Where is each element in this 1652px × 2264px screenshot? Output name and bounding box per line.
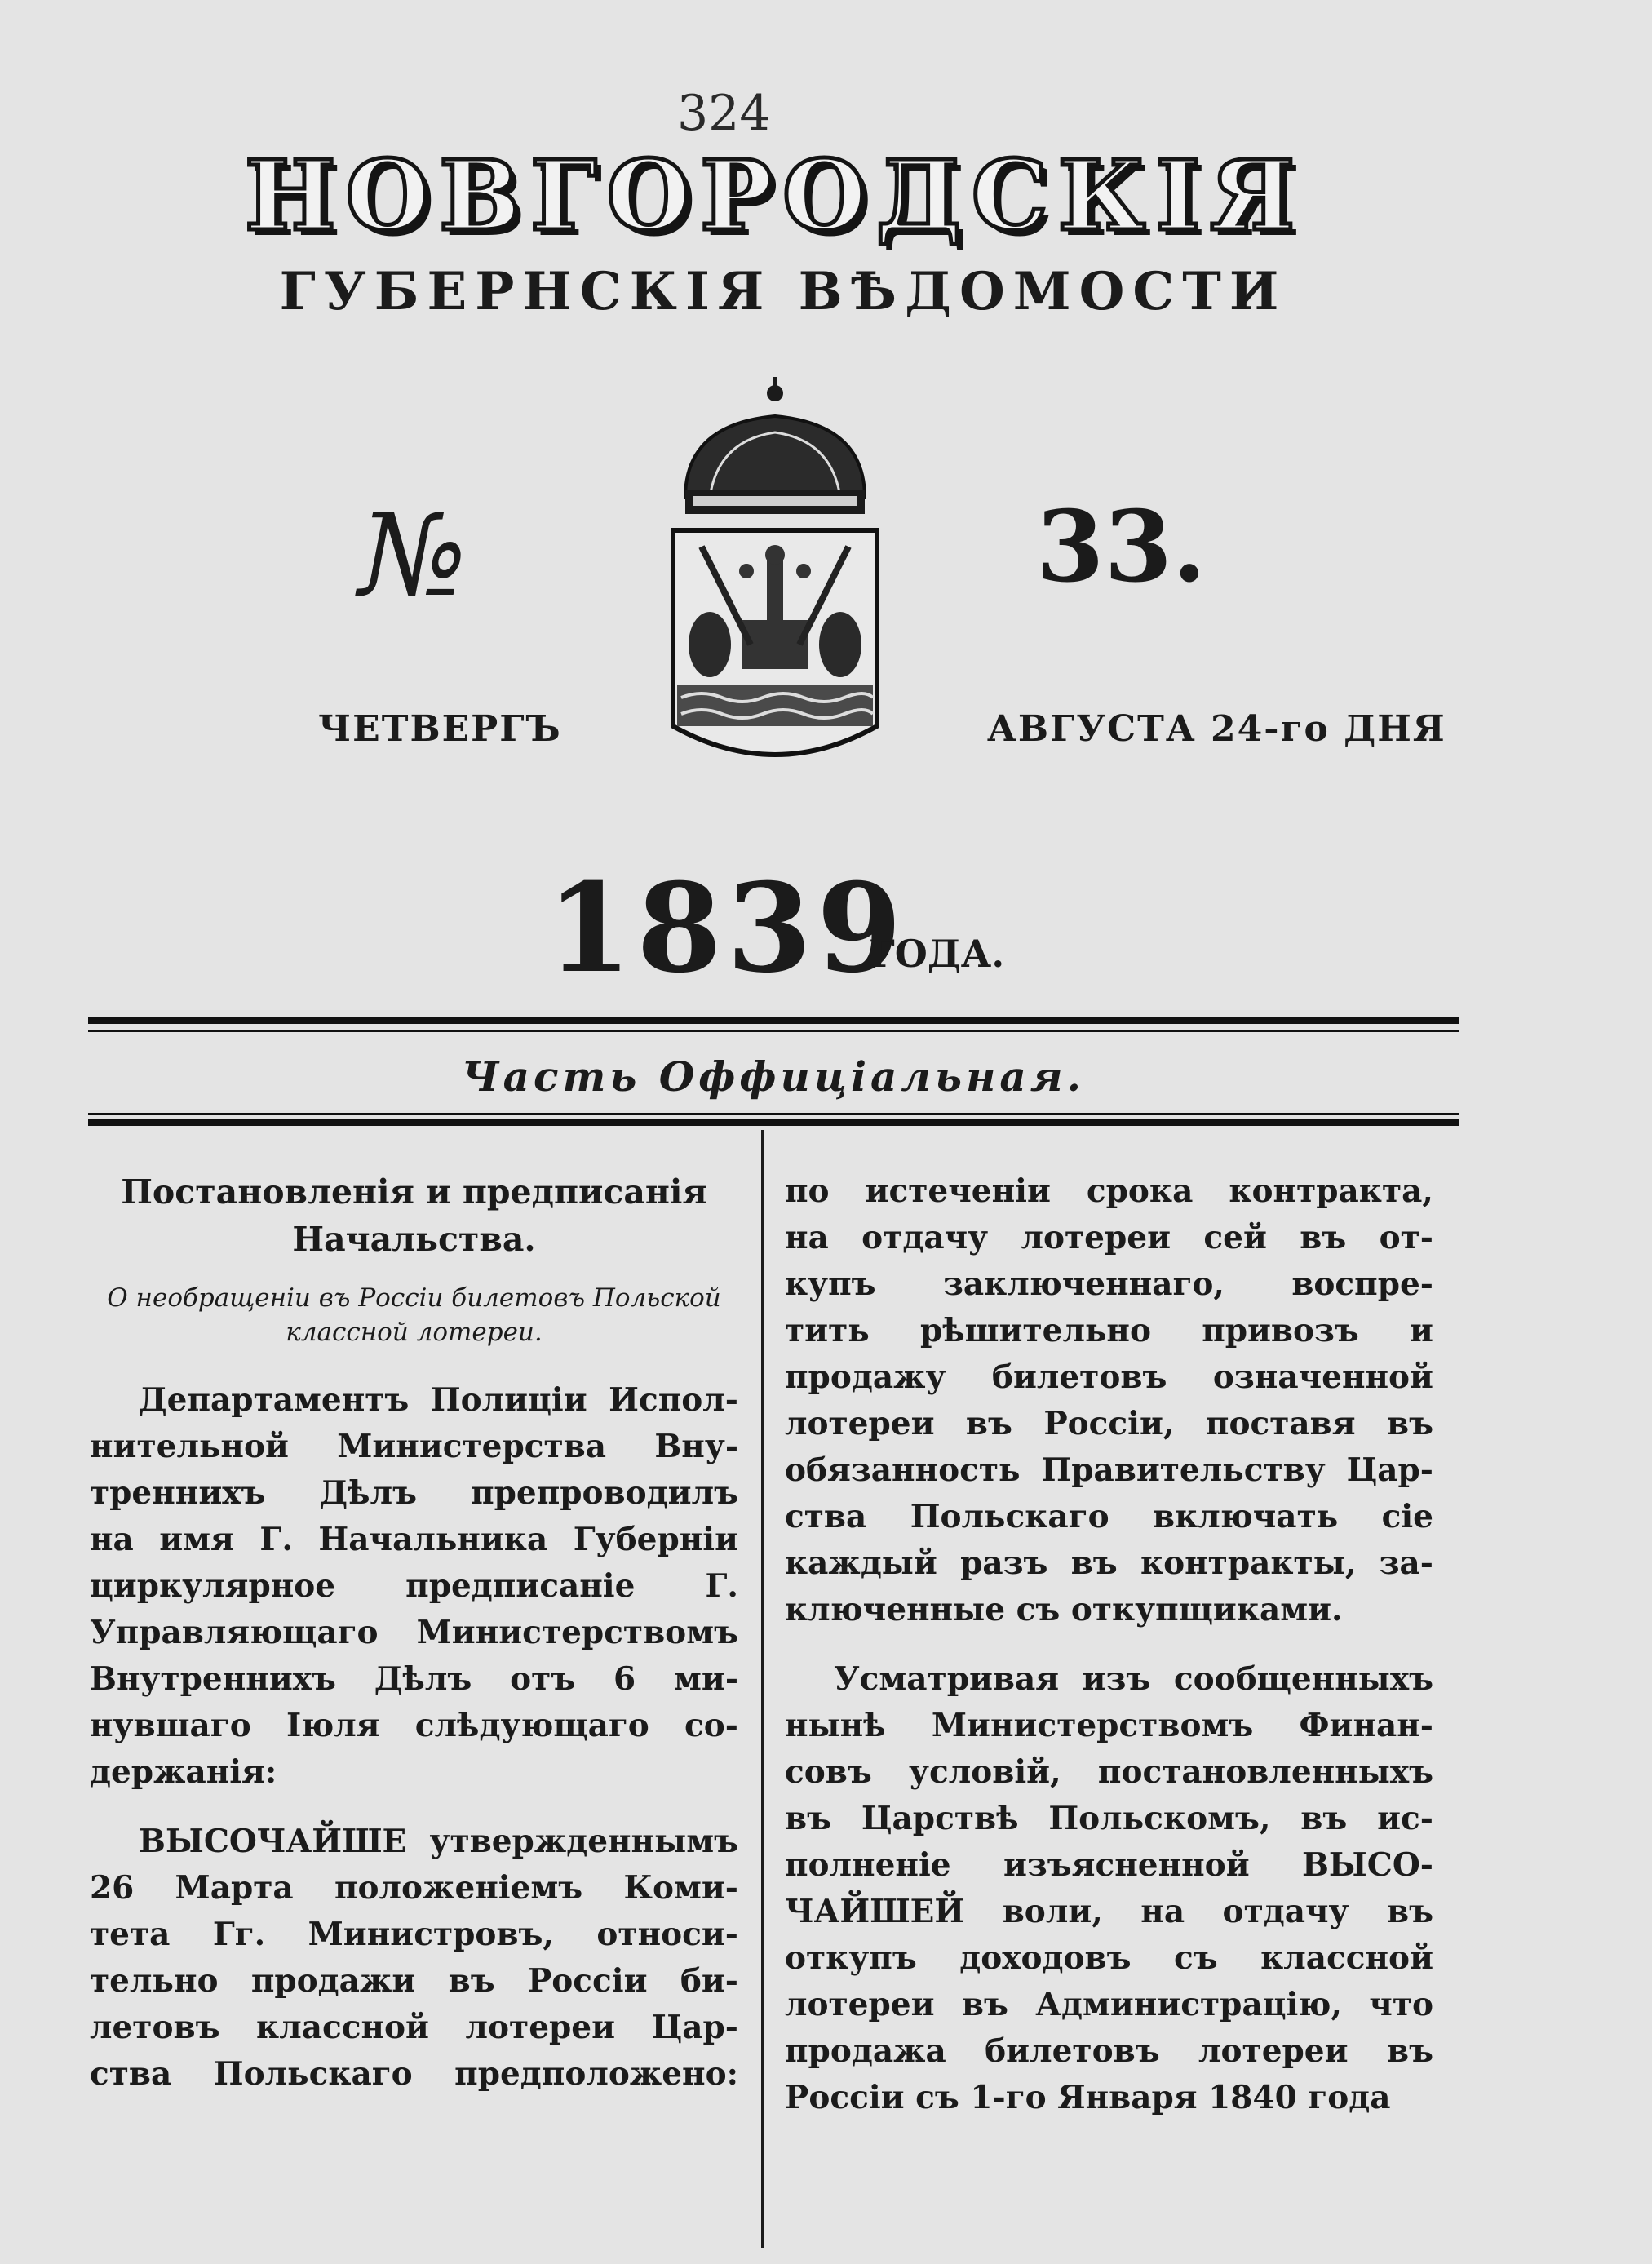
text-line: Усматривая изъ сообщенныхъ <box>834 1660 1433 1698</box>
top-rule-thin <box>88 1030 1459 1032</box>
text-line: Департаментъ Полиціи Испол- <box>139 1381 738 1419</box>
text-line: 26 Марта положеніемъ Коми- <box>90 1869 738 1907</box>
article-note-line: классной лотереи. <box>286 1318 543 1347</box>
text-line: на отдачу лотереи сей въ от- <box>785 1219 1433 1256</box>
left-column <box>90 1168 738 2098</box>
text-line: откупъ доходовъ съ классной <box>785 1939 1433 1977</box>
text-line: Управляющаго Министерствомъ <box>90 1614 738 1651</box>
bottom-rule-thin <box>88 1113 1459 1115</box>
text-line: ства Польскаго включать сіе <box>785 1498 1433 1535</box>
text-line: обязанность Правительству Цар- <box>785 1451 1433 1489</box>
page-number: 324 <box>677 85 771 142</box>
issue-number-label: № <box>359 490 467 622</box>
text-line: циркулярное предписаніе Г. <box>90 1567 738 1605</box>
text-line: ВЫСОЧАЙШЕ утвержденнымъ <box>139 1823 738 1860</box>
text-line: лотереи въ Администрацію, что <box>785 1986 1433 2023</box>
column-divider <box>761 1130 764 2248</box>
paragraph <box>90 1819 738 2098</box>
text-line: продажу билетовъ означенной <box>785 1358 1433 1396</box>
text-line: тить рѣшительно привозъ и <box>785 1312 1433 1349</box>
text-line: тельно продажи въ Россіи би- <box>90 1962 738 2000</box>
text-line: купъ заключеннаго, воспре- <box>785 1265 1433 1303</box>
text-line: треннихъ Дѣлъ препроводилъ <box>90 1474 738 1512</box>
paragraph-gap <box>785 1633 1433 1656</box>
coat-of-arms-icon <box>653 375 897 783</box>
paragraph <box>785 1168 1433 1633</box>
bottom-rule-thick <box>88 1119 1459 1126</box>
text-line: лотереи въ Россіи, поставя въ <box>785 1405 1433 1442</box>
text-line: ЧАЙШЕЙ воли, на отдачу въ <box>785 1893 1433 1930</box>
article-heading-line: Начальства. <box>292 1220 536 1259</box>
masthead-subtitle: ГУБЕРНСКІЯ ВѢДОМОСТИ <box>279 261 1287 322</box>
paragraph-gap <box>90 1796 738 1819</box>
masthead-title: НОВГОРОДСКІЯ <box>245 139 1305 252</box>
text-line: нительной Министерства Вну- <box>90 1428 738 1465</box>
article-heading <box>90 1168 738 1263</box>
text-line: совъ условій, постановленныхъ <box>785 1753 1433 1791</box>
text-line: по истеченіи срока контракта, <box>785 1172 1433 1210</box>
text-line: летовъ классной лотереи Цар- <box>90 2009 738 2046</box>
section-heading: Часть Оффиціальная. <box>461 1052 1086 1101</box>
right-column <box>785 1168 1433 2121</box>
text-line: Россіи съ 1-го Января 1840 года <box>785 2079 1391 2116</box>
issue-weekday: ЧЕТВЕРГЪ <box>318 708 562 750</box>
top-rule-thick <box>88 1017 1459 1024</box>
text-line: полненіе изъясненной ВЫСО- <box>785 1846 1433 1884</box>
issue-year: 1839 <box>547 857 907 1000</box>
text-line: ства Польскаго предположено: <box>90 2055 738 2093</box>
text-line: Внутреннихъ Дѣлъ отъ 6 ми- <box>90 1660 738 1698</box>
paragraph <box>90 1377 738 1796</box>
text-line: въ Царствѣ Польскомъ, въ ис- <box>785 1800 1433 1837</box>
article-note-line: О необращеніи въ Россіи билетовъ Польской <box>107 1283 721 1313</box>
text-line: продажа билетовъ лотереи въ <box>785 2032 1433 2070</box>
text-line: держанія: <box>90 1753 277 1791</box>
issue-number: 33. <box>1036 490 1207 605</box>
text-line: на имя Г. Начальника Губерніи <box>90 1521 738 1558</box>
article-heading-line: Постановленія и предписанія <box>121 1172 707 1212</box>
text-line: тета Гг. Министровъ, относи- <box>90 1916 738 1953</box>
paragraph <box>785 1656 1433 2121</box>
article-note <box>90 1281 738 1349</box>
text-line: нынѣ Министерствомъ Финан- <box>785 1707 1433 1744</box>
text-line: каждый разъ въ контракты, за- <box>785 1544 1433 1582</box>
text-line: нувшаго Іюля слѣдующаго со- <box>90 1707 738 1744</box>
issue-year-suffix: ГОДА. <box>869 932 1005 976</box>
text-line: ключенные съ откупщиками. <box>785 1591 1343 1628</box>
issue-date: АВГУСТА 24-го ДНЯ <box>987 708 1446 750</box>
